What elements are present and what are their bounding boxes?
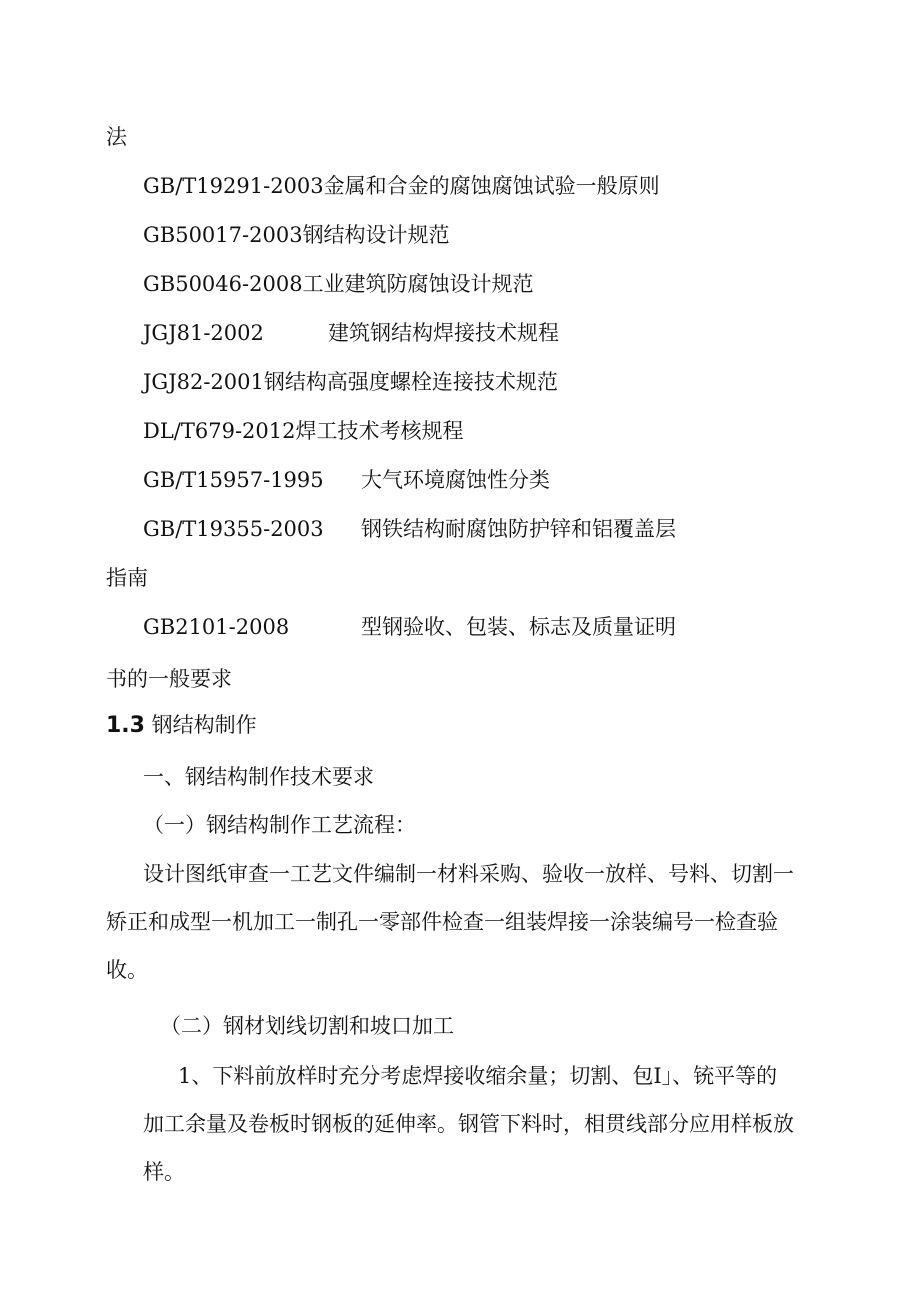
standard-title: 工业建筑防腐蚀设计规范 bbox=[302, 272, 534, 296]
standard-code: GB50046-2008 bbox=[143, 272, 303, 296]
flow-line: 矫正和成型一机加工一制孔一零部件检查一组装焊接一涂装编号一检查验 bbox=[106, 910, 778, 934]
standard-code: DL/T679-2012 bbox=[143, 419, 296, 443]
standard-code: JGJ82-2001 bbox=[143, 370, 264, 394]
standard-entry bbox=[143, 614, 676, 640]
standard-entry bbox=[143, 369, 558, 395]
standard-code: GB/T15957-1995 bbox=[143, 468, 324, 492]
flow-line: 收。 bbox=[106, 958, 148, 982]
section-number: 1.3 bbox=[106, 713, 145, 738]
standard-entry bbox=[143, 320, 559, 346]
subheading-1-1: （一）钢结构制作工艺流程： bbox=[143, 813, 416, 837]
continued-text-zhinan: 指南 bbox=[106, 566, 148, 590]
standard-entry bbox=[143, 467, 550, 493]
standard-entry bbox=[143, 516, 676, 542]
continued-text-fa: 法 bbox=[106, 125, 127, 149]
standard-title: 钢结构高强度螺栓连接技术规范 bbox=[263, 370, 558, 394]
standard-title: 钢结构设计规范 bbox=[302, 223, 450, 247]
standard-code: GB50017-2003 bbox=[143, 223, 303, 247]
item-line: 1、下料前放样时充分考虑焊接收缩余量；切割、包I」、铳平等的 bbox=[178, 1064, 778, 1088]
standard-entry bbox=[143, 418, 464, 444]
standard-code: GB2101-2008 bbox=[143, 615, 290, 639]
standard-entry bbox=[143, 271, 534, 297]
subheading-1-2: （二）钢材划线切割和坡口加工 bbox=[160, 1014, 454, 1038]
standard-entry bbox=[143, 222, 450, 248]
standard-code: GB/T19355-2003 bbox=[143, 517, 324, 541]
standard-code: GB/T19291-2003 bbox=[143, 174, 324, 198]
continued-text-shu: 书的一般要求 bbox=[106, 667, 232, 691]
flow-line: 设计图纸审查一工艺文件编制一材料采购、验收一放样、号料、切割一 bbox=[143, 862, 794, 886]
section-heading bbox=[106, 712, 257, 739]
item-line: 加工余量及卷板时钢板的延伸率。钢管下料时，相贯线部分应用样板放 bbox=[143, 1112, 794, 1136]
section-title: 钢结构制作 bbox=[151, 713, 257, 737]
item-line: 样。 bbox=[143, 1160, 185, 1184]
standard-title: 型钢验收、包装、标志及质量证明 bbox=[361, 615, 676, 639]
standard-entry bbox=[143, 173, 660, 199]
standard-title: 大气环境腐蚀性分类 bbox=[361, 468, 550, 492]
standard-title: 焊工技术考核规程 bbox=[295, 419, 464, 443]
standard-code: JGJ81-2002 bbox=[143, 321, 264, 345]
standard-title: 金属和合金的腐蚀腐蚀试验一般原则 bbox=[323, 174, 660, 198]
subheading-1: 一、钢结构制作技术要求 bbox=[143, 765, 374, 789]
standard-title: 建筑钢结构焊接技术规程 bbox=[328, 321, 559, 345]
standard-title: 钢铁结构耐腐蚀防护锌和铝覆盖层 bbox=[361, 517, 676, 541]
